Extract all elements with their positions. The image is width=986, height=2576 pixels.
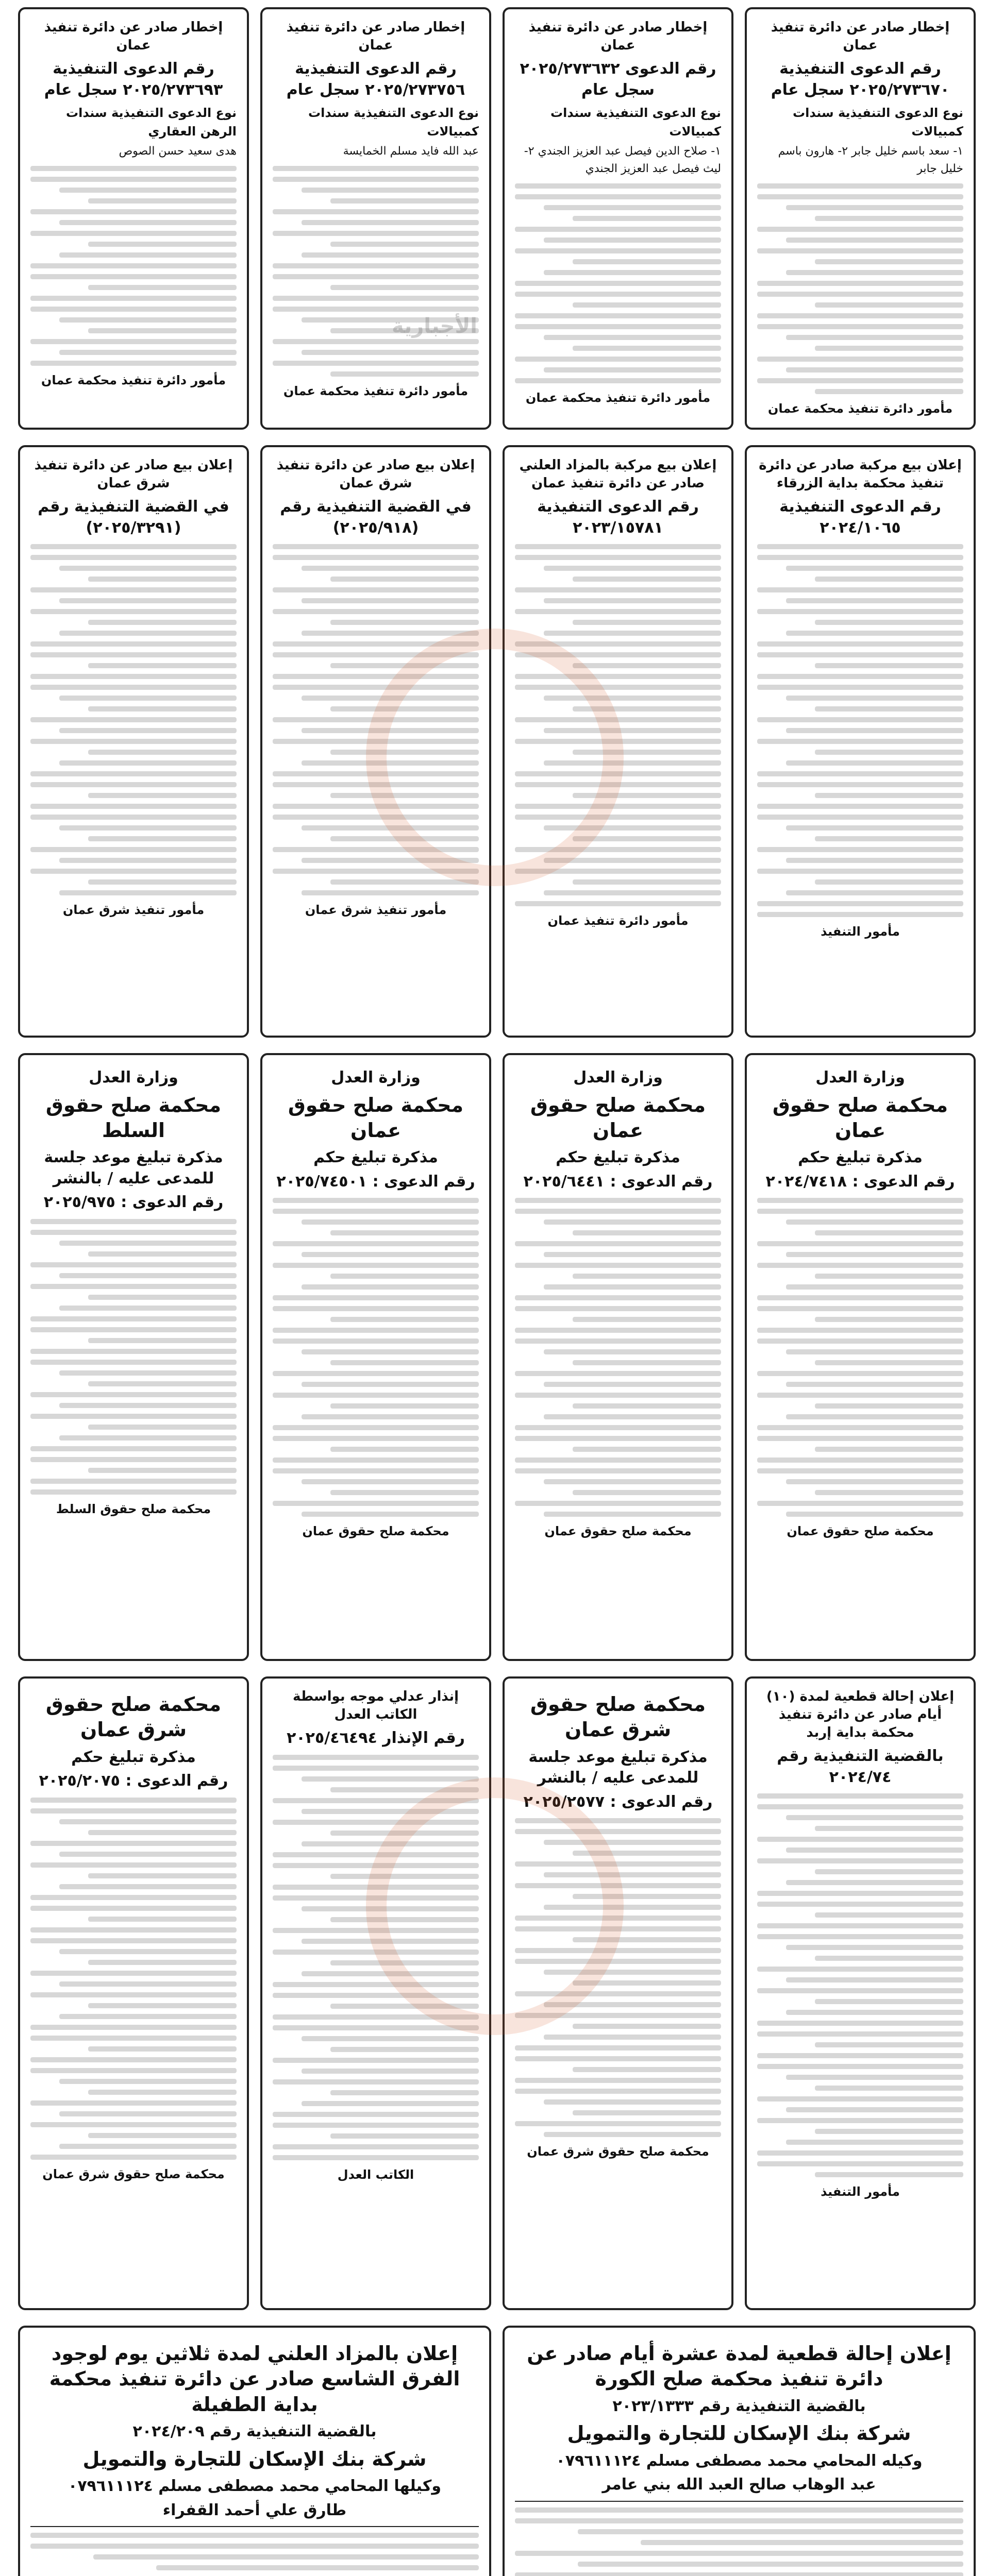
body-text: [30, 544, 237, 895]
notice-header: إخطار صادر عن دائرة تنفيذ عمان: [44, 20, 223, 54]
memo-type: مذكرة تبليغ حكم: [313, 1148, 438, 1167]
case-number: رقم الدعوى التنفيذية ٢٠٢٥/٢٧٣٦٩٣ سجل عام: [44, 60, 223, 99]
notice-header: إعلان بيع مركبة بالمزاد العلني صادر عن دائرة تنفيذ عمان: [519, 457, 717, 492]
notice-footer: محكمة صلح حقوق عمان: [787, 1524, 934, 1539]
defendant: ١- سعد باسم خليل جابر ٢- هارون باسم خليل جابر: [778, 145, 963, 176]
notice-header: إخطار صادر عن دائرة تنفيذ عمان: [771, 20, 950, 54]
body-text: [273, 1755, 479, 2160]
ministry: وزارة العدل: [815, 1069, 905, 1087]
notice-footer: مأمور تنفيذ شرق عمان: [305, 903, 447, 918]
case-number: رقم الدعوى ٢٠٢٥/٢٧٣٦٣٢ سجل عام: [520, 60, 716, 99]
notice-footer: مأمور دائرة تنفيذ محكمة عمان: [525, 391, 711, 405]
body-text: [515, 1198, 721, 1517]
notice-footer: مأمور دائرة تنفيذ محكمة عمان: [767, 401, 953, 416]
notice-header: إعلان إحالة قطعية لمدة (١٠) أيام صادر عن دائرة تنفيذ محكمة بداية إربد: [766, 1689, 955, 1741]
ministry: وزارة العدل: [573, 1069, 663, 1087]
body-text: [30, 1219, 237, 1495]
notice-header: إعلان بيع صادر عن دائرة تنفيذ شرق عمان: [276, 457, 475, 492]
notice-footer: مأمور التنفيذ: [821, 924, 900, 939]
notice-header: إخطار صادر عن دائرة تنفيذ عمان: [286, 20, 465, 54]
body-text: [757, 183, 963, 394]
divider: [30, 2526, 479, 2527]
lawyer: وكيله المحامي محمد مصطفى مسلم ٠٧٩٦١١١٢٤: [556, 2451, 923, 2470]
case-type: نوع الدعوى التنفيذية سندات كمبيالات: [793, 106, 963, 139]
notice-header: إعلان بيع مركبة صادر عن دائرة تنفيذ محكمة بداية الزرقاء: [759, 457, 962, 492]
creditor: شركة بنك الإسكان للتجارة والتمويل: [567, 2422, 911, 2445]
case-number: رقم الإنذار ٢٠٢٥/٤٦٤٩٤: [287, 1729, 465, 1748]
notice-footer: محكمة صلح حقوق شرق عمان: [527, 2144, 709, 2159]
court-name: محكمة صلح حقوق عمان: [288, 1093, 464, 1142]
notice-r4-c4: [18, 1676, 249, 2310]
notice-r4-c1: [745, 1676, 976, 2310]
body-text: [515, 2507, 963, 2576]
notice-r1-c2: [503, 7, 733, 430]
notice-footer: مأمور تنفيذ شرق عمان: [62, 903, 205, 918]
body-text: [515, 183, 721, 383]
divider: [515, 2501, 963, 2502]
court-name: محكمة صلح حقوق السلط: [45, 1093, 222, 1142]
case-number: رقم الدعوى : ٢٠٢٥/٢٠٧٥: [39, 1772, 228, 1790]
case-number: رقم الدعوى التنفيذية ٢٠٢٥/٢٧٣٦٧٠ سجل عام: [771, 60, 950, 99]
body-text: [273, 166, 479, 377]
case-number: رقم الدعوى التنفيذية ٢٠٢٣/١٥٧٨١: [537, 498, 699, 537]
notice-footer: مأمور دائرة تنفيذ عمان: [547, 913, 689, 928]
notice-footer: محكمة صلح حقوق عمان: [544, 1524, 692, 1539]
court-name: محكمة صلح حقوق شرق عمان: [530, 1693, 706, 1741]
newspaper-page: [10, 7, 976, 2576]
body-text: [757, 1793, 963, 2177]
case-number: بالقضية التنفيذية رقم ٢٠٢٤/٢٠٩: [132, 2422, 377, 2441]
case-type: نوع الدعوى التنفيذية سندات كمبيالات: [550, 106, 721, 139]
notice-footer: مأمور التنفيذ: [821, 2184, 900, 2199]
notice-r1-c4: [18, 7, 249, 430]
case-number: بالقضية التنفيذية رقم ٢٠٢٤/٧٤: [777, 1747, 944, 1786]
notice-header: إعلان بالمزاد العلني لمدة ثلاثين يوم لوجود الفرق الشاسع صادر عن دائرة تنفيذ محكمة بداية الطفيلة: [49, 2342, 460, 2416]
notice-r3-c3: [260, 1053, 491, 1661]
body-text: [515, 544, 721, 906]
body-text: [30, 166, 237, 366]
case-number: رقم الدعوى التنفيذية ٢٠٢٥/٢٧٣٧٥٦ سجل عام: [286, 60, 465, 99]
notice-r1-c1: [745, 7, 976, 430]
case-number: رقم الدعوى : ٢٠٢٥/٩٧٥: [43, 1193, 224, 1212]
watermark-text: الأجبارية: [392, 314, 477, 338]
notice-r2-c4: [18, 445, 249, 1038]
body-text: [30, 1798, 237, 2160]
notice-r2-c1: [745, 445, 976, 1038]
notice-footer: الكاتب العدل: [337, 2167, 414, 2182]
case-type: نوع الدعوى التنفيذية سندات الرهن العقاري: [66, 106, 237, 139]
body-text: [757, 544, 963, 917]
ministry: وزارة العدل: [89, 1069, 178, 1087]
case-number: في القضية التنفيذية رقم (٢٠٢٥/٩١٨): [280, 498, 472, 537]
notice-r4-c3: [260, 1676, 491, 2310]
body-text: [515, 1818, 721, 2137]
memo-type: مذكرة تبليغ حكم: [798, 1148, 923, 1167]
lawyer: وكيلها المحامي محمد مصطفى مسلم ٠٧٩٦١١١٢٤: [68, 2477, 441, 2496]
defendant: عبد الله فايد مسلم الخمايسة: [343, 145, 479, 158]
court-name: محكمة صلح حقوق شرق عمان: [45, 1693, 222, 1741]
notice-r4-c2: [503, 1676, 733, 2310]
court-name: محكمة صلح حقوق عمان: [772, 1093, 948, 1142]
ministry: وزارة العدل: [331, 1069, 421, 1087]
case-number: رقم الدعوى التنفيذية ٢٠٢٤/١٠٦٥: [779, 498, 941, 537]
defendant: ١- صلاح الدين فيصل عبد العزيز الجندي ٢- ليث فيصل عبد العزيز الجندي: [524, 145, 721, 176]
case-number: رقم الدعوى : ٢٠٢٥/٦٤٤١: [523, 1172, 713, 1191]
case-number: رقم الدعوى : ٢٠٢٥/٢٥٧٧: [523, 1792, 713, 1811]
notice-header: إخطار صادر عن دائرة تنفيذ عمان: [528, 20, 708, 54]
notice-r5-c1: [503, 2326, 976, 2576]
body-text: [273, 544, 479, 895]
notice-r2-c2: [503, 445, 733, 1038]
memo-type: مذكرة تبليغ موعد جلسة للمدعى عليه / بالنشر: [528, 1748, 708, 1787]
notice-header: إعلان إحالة قطعية لمدة عشرة أيام صادر عن دائرة تنفيذ محكمة صلح الكورة: [527, 2342, 951, 2391]
case-type: نوع الدعوى التنفيذية سندات كمبيالات: [308, 106, 479, 139]
debtor: طارق علي أحمد القفراء: [162, 2501, 347, 2519]
memo-type: مذكرة تبليغ حكم: [556, 1148, 680, 1167]
notice-r3-c2: [503, 1053, 733, 1661]
case-number: رقم الدعوى : ٢٠٢٥/٧٤٥٠١: [276, 1172, 475, 1191]
notice-r3-c1: [745, 1053, 976, 1661]
notice-footer: محكمة صلح حقوق السلط: [56, 1501, 211, 1516]
debtor: عبد الوهاب صالح العبد الله بني عامر: [602, 2476, 876, 2494]
notice-footer: محكمة صلح حقوق عمان: [302, 1524, 449, 1539]
memo-type: مذكرة تبليغ موعد جلسة للمدعى عليه / بالنشر: [44, 1148, 223, 1188]
court-name: محكمة صلح حقوق عمان: [530, 1093, 706, 1142]
memo-type: مذكرة تبليغ حكم: [71, 1748, 196, 1766]
body-text: [30, 2533, 479, 2576]
notice-header: إعلان بيع صادر عن دائرة تنفيذ شرق عمان: [34, 457, 233, 492]
notice-r2-c3: [260, 445, 491, 1038]
notice-footer: مأمور دائرة تنفيذ محكمة عمان: [41, 373, 226, 388]
case-number: في القضية التنفيذية رقم (٢٠٢٥/٣٢٩١): [38, 498, 229, 537]
defendant: هدى سعيد حسن الصوص: [119, 145, 237, 158]
creditor: شركة بنك الإسكان للتجارة والتمويل: [82, 2447, 427, 2470]
case-number: رقم الدعوى : ٢٠٢٤/٧٤١٨: [765, 1172, 955, 1191]
notice-footer: مأمور دائرة تنفيذ محكمة عمان: [283, 384, 469, 399]
notice-r3-c4: [18, 1053, 249, 1661]
notice-footer: محكمة صلح حقوق شرق عمان: [42, 2166, 225, 2181]
notice-r5-c2: [18, 2326, 491, 2576]
notice-header: إنذار عدلي موجه بواسطة الكاتب العدل: [292, 1689, 459, 1723]
case-number: بالقضية التنفيذية رقم ٢٠٢٣/١٣٣٣: [612, 2397, 866, 2415]
notice-r1-c3: [260, 7, 491, 430]
body-text: [273, 1198, 479, 1517]
body-text: [757, 1198, 963, 1517]
